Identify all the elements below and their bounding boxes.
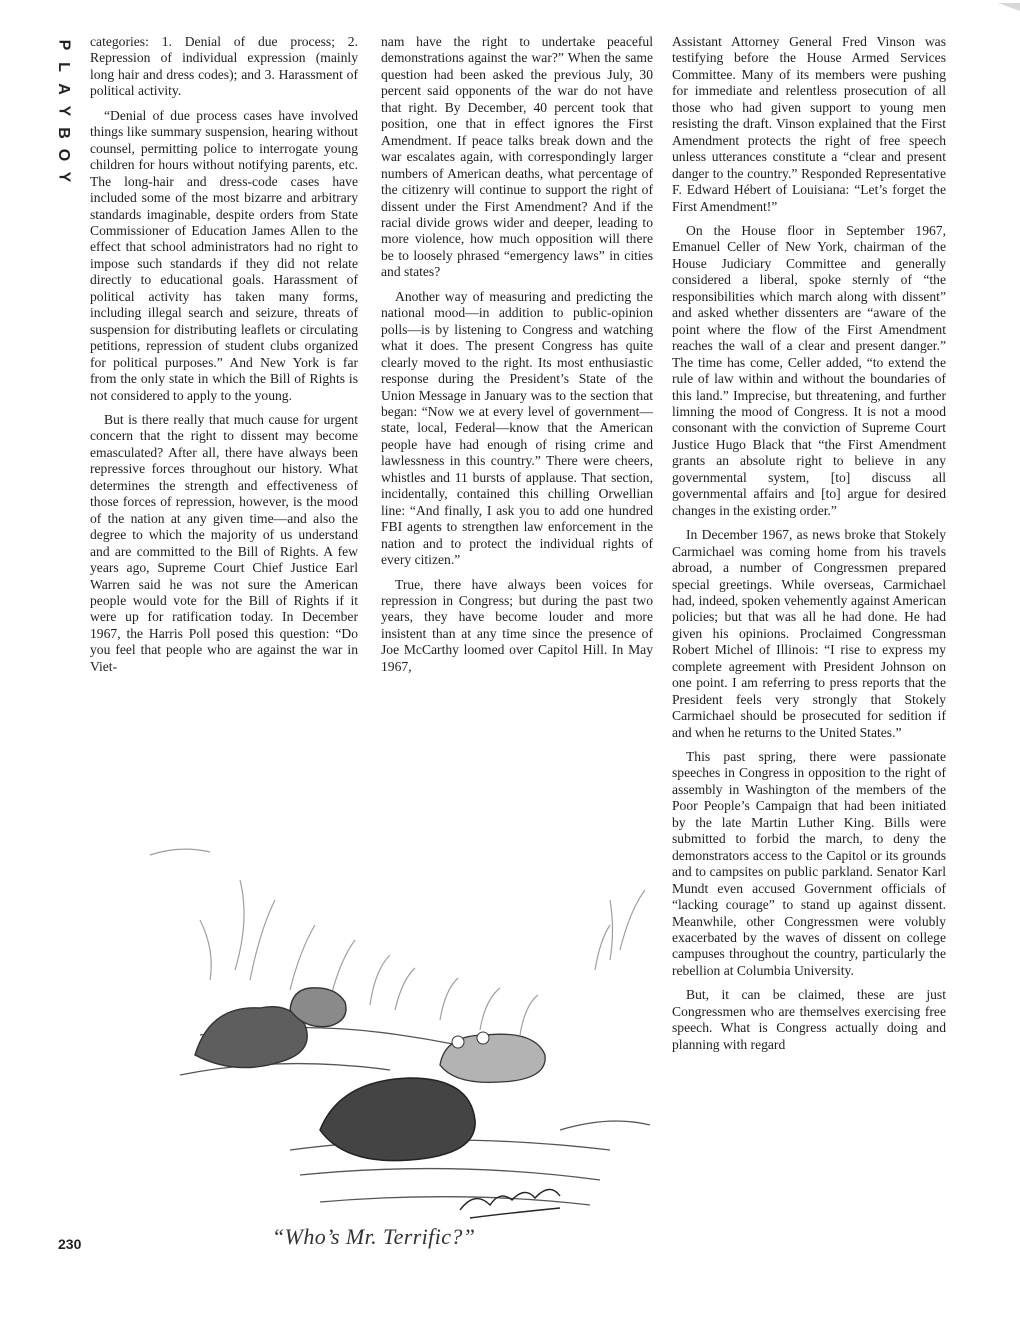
logo-letter: Y: [54, 105, 72, 117]
paragraph: categories: 1. Denial of due process; 2. Repression of individual expression (mainly long hair and dress codes); and 3. Harassment of political activity.: [90, 34, 358, 99]
paragraph: nam have the right to undertake peaceful demonstrations against the war?” When the same question had been asked the previous July, 30 percent said opponents of the war do not have that right. By December, 40 percent took that position, one that in effect ignores the First Amendment. If peace talks break down and the war escalates again, with correspondingly larger numbers of American deaths, what percentage of the citizenry will continue to support the right of dissent under the First Amendment? And if the racial divide grows wider and deeper, leading to more violence, how much opposition will there be to loosely phrased “emergency laws” in cities and states?: [381, 34, 653, 280]
paragraph: “Denial of due process cases have involved things like summary suspension, hearing without counsel, permitting police to interrogate young children for hours without notifying parents, etc. The long-hair and dress-code cases have included some of the most bizarre and arbitrary standards imaginable, despite orders from State Commissioner of Education James Allen to the effect that school administrators had no right to impose such standards if they did not relate directly to educational goals. Harassment of political activity has taken many forms, including illegal search and seizure, threats of suspension for distributing leaflets or circulating petitions, repression of student clubs organized for political purposes.” And New York is far from the only state in which the Bill of Rights is not considered to apply to the young.: [90, 107, 358, 403]
article-column-3: [672, 34, 946, 1284]
logo-letter: P: [54, 39, 72, 51]
corner-mark: [998, 0, 1020, 10]
paragraph: True, there have always been voices for repression in Congress; but during the past two years, they have become louder and more insistent than at any time since the presence of Joe McCarthy loomed over Capitol Hill. In May 1967,: [381, 576, 653, 674]
paragraph: But is there really that much cause for urgent concern that the right to dissent may become emasculated? After all, there have always been repressive forces throughout our history. What determines the strength and effectiveness of those forces of repression, however, is the mood of the nation at any given time—and also the degree to which the majority of us understand and are committed to the Bill of Rights. A few years ago, Supreme Court Chief Justice Earl Warren said he was not sure the American people would vote for the Bill of Rights if it were up for ratification today. In December 1967, the Harris Poll posed this question: “Do you feel that people who are against the war in Viet-: [90, 411, 358, 674]
cartoon-caption: “Who’s Mr. Terrific?”: [272, 1224, 476, 1249]
article-column-1: [90, 34, 358, 884]
article-column-2: [381, 34, 653, 889]
paragraph: Assistant Attorney General Fred Vinson was testifying before the House Armed Services Committee. Many of its members were pushing for immediate and relentless prosecution of all those who had given support to young men resisting the draft. Vinson explained that the First Amendment protects the right of free speech unless utterances constitute a “clear and present danger to the country.” Responded Representative F. Edward Hébert of Louisiana: “Let’s forget the First Amendment!”: [672, 34, 946, 214]
page-number: 230: [58, 1236, 82, 1252]
logo-letter: L: [55, 62, 72, 72]
paragraph: Another way of measuring and predicting the national mood—in addition to public-opinion polls—is by listening to Congress and watching what it does. The present Congress has quite clearly moved to the right. Its most enthusiastic response during the President’s State of the Union Message in January was to the section that began: “Now we at every level of government—state, local, Federal—know that the American people have had enough of rising crime and lawlessness in this country.” There were cheers, whistles and 11 bursts of applause. That section, incidentally, contained this chilling Orwellian line: “And finally, I ask you to add one hundred FBI agents to strengthen law enforcement in the nation and to protect the individual rights of every citizen.”: [381, 288, 653, 568]
magazine-logo: [52, 34, 74, 188]
logo-letter: O: [54, 148, 72, 162]
paragraph: In December 1967, as news broke that Stokely Carmichael was coming home from his travels abroad, a number of Congressmen prepared special greetings. While overseas, Carmichael had, indeed, spoken vehemently against American policies; but that was all he had done. He had given his opinions. Proclaimed Congressman Robert Michel of Illinois: “I rise to express my complete agreement with President Johnson on one point. I am referring to press reports that the President feels very strongly that Stokely Carmichael should be prosecuted for sedition if and when he returns to the United States.”: [672, 527, 946, 740]
paragraph: On the House floor in September 1967, Emanuel Celler of New York, chairman of the House Judiciary Committee and generally considered a liberal, spoke sternly of “the responsibilities which march along with dissent” and asked whether dissenters are “aware of the point where the flow of the First Amendment reaches the wall of a clear and present danger.” The time has come, Celler added, “to extend the rule of law within and without the boundaries of this land.” Imprecise, but threatening, and further limning the mood of Congress. It is not a mood consonant with the conviction of Supreme Court Justice Hugo Black that “the First Amendment grants an absolute right to believe in any governmental system, [to] discuss all governmental affairs and [to] argue for desired changes in the existing order.”: [672, 222, 946, 518]
paragraph: This past spring, there were passionate speeches in Congress in opposition to the right of assembly in Washington of the members of the Poor People’s Campaign that had been initiated by the late Martin Luther King. Bills were submitted to forbid the march, to deny the demonstrators access to the Capitol or its grounds and to campsites on public parkland. Senator Karl Mundt even accused Government officials of “lacking courage” to stand up against dissent. Meanwhile, other Congressmen were volubly exacerbated by the waves of dissent on college campuses throughout the country, particularly the rebellion at Columbia University.: [672, 749, 946, 978]
logo-letter: A: [55, 83, 72, 95]
logo-letter: Y: [54, 171, 72, 183]
hippo-cartoon-illustration: [140, 830, 660, 1225]
paragraph: But, it can be claimed, these are just Congressmen who are themselves exercising free speech. What is Congress actually doing and planning with regard: [672, 987, 946, 1052]
logo-letter: B: [55, 127, 72, 139]
